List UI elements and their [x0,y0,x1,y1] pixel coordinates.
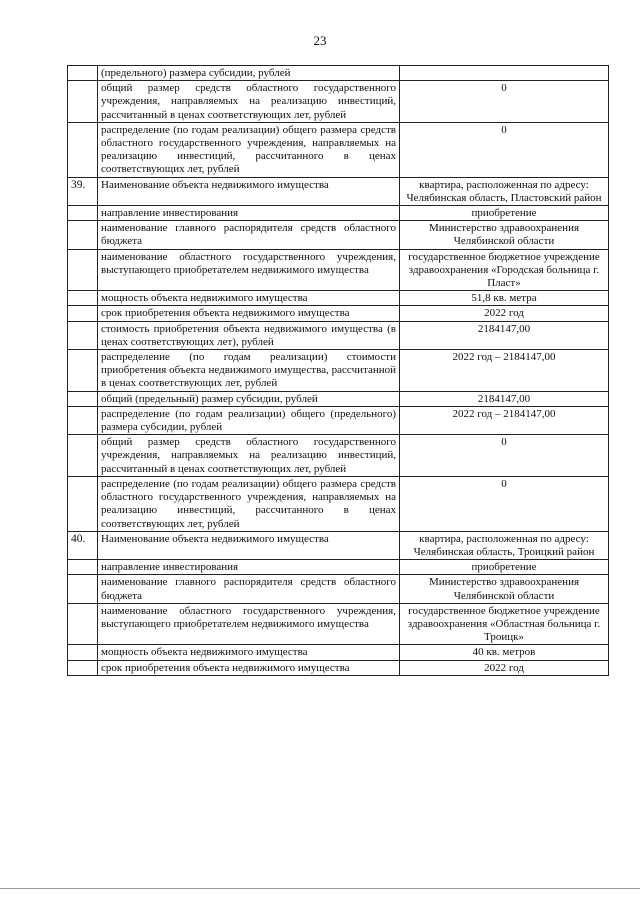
row-number [68,66,98,81]
row-label: общий размер средств областного государственного учреждения, направляемых на реализацию инвестиций, рассчитанный в ценах соответствующих лет, рублей [98,435,400,477]
row-label: распределение (по годам реализации) общего (предельного) размера субсидии, рублей [98,406,400,434]
row-label: наименование главного распорядителя средств областного бюджета [98,575,400,603]
row-value [400,66,609,81]
row-number [68,603,98,645]
row-label: направление инвестирования [98,560,400,575]
row-label: направление инвестирования [98,206,400,221]
row-label: срок приобретения объекта недвижимого имущества [98,306,400,321]
table-row [68,350,609,392]
row-label: Наименование объекта недвижимого имущества [98,531,400,559]
table-row [68,177,609,205]
row-value: 0 [400,81,609,123]
table-row [68,221,609,249]
row-label: распределение (по годам реализации) общего размера средств областного государственного учреждения, направляемых на реализацию инвестиций, рассчитанного в ценах соответствующих лет, рублей [98,122,400,177]
row-number [68,81,98,123]
row-label: распределение (по годам реализации) общего размера средств областного государственного учреждения, направляемых на реализацию инвестиций, рассчитанного в ценах соответствующих лет, рублей [98,476,400,531]
row-value: 40 кв. метров [400,645,609,660]
row-number [68,206,98,221]
row-number: 40. [68,531,98,559]
row-value: Министерство здравоохранения Челябинской области [400,575,609,603]
row-value: государственное бюджетное учреждение здравоохранения «Городская больница г. Пласт» [400,249,609,291]
table-row [68,81,609,123]
row-value: приобретение [400,560,609,575]
row-label: общий размер средств областного государственного учреждения, направляемых на реализацию инвестиций, рассчитанный в ценах соответствующих лет, рублей [98,81,400,123]
row-number [68,575,98,603]
table-row [68,645,609,660]
row-number [68,350,98,392]
investment-objects-table [67,65,609,676]
table-row [68,406,609,434]
row-number: 39. [68,177,98,205]
row-label: общий (предельный) размер субсидии, рублей [98,391,400,406]
table-row [68,575,609,603]
table-row [68,291,609,306]
row-value: 2022 год – 2184147,00 [400,350,609,392]
row-number [68,476,98,531]
row-number [68,391,98,406]
row-number [68,291,98,306]
row-label: Наименование объекта недвижимого имущества [98,177,400,205]
row-label: распределение (по годам реализации) стоимости приобретения объекта недвижимого имущества, рассчитанной в ценах соответствующих лет, рублей [98,350,400,392]
row-value: 0 [400,476,609,531]
table-row [68,531,609,559]
row-number [68,321,98,349]
row-value: 2184147,00 [400,391,609,406]
table-row [68,321,609,349]
row-number [68,645,98,660]
row-number [68,249,98,291]
row-value: 2022 год – 2184147,00 [400,406,609,434]
row-value: квартира, расположенная по адресу: Челябинская область, Троицкий район [400,531,609,559]
row-value: государственное бюджетное учреждение здравоохранения «Областная больница г. Троицк» [400,603,609,645]
table-row [68,206,609,221]
page-number: 23 [313,33,327,48]
table-row [68,306,609,321]
row-label: мощность объекта недвижимого имущества [98,645,400,660]
table-body [68,66,609,676]
table-row [68,660,609,675]
table-row [68,476,609,531]
row-value: квартира, расположенная по адресу: Челябинская область, Пластовский район [400,177,609,205]
row-value: 2184147,00 [400,321,609,349]
table-row [68,603,609,645]
row-number [68,122,98,177]
row-number [68,406,98,434]
row-number [68,660,98,675]
row-value: Министерство здравоохранения Челябинской области [400,221,609,249]
row-label: наименование главного распорядителя средств областного бюджета [98,221,400,249]
table-row [68,391,609,406]
row-label: мощность объекта недвижимого имущества [98,291,400,306]
row-label: наименование областного государственного учреждения, выступающего приобретателем недвижимого имущества [98,603,400,645]
bottom-rule [0,888,640,889]
row-number [68,435,98,477]
table-row [68,122,609,177]
row-value: 2022 год [400,660,609,675]
table-row [68,560,609,575]
row-value: 51,8 кв. метра [400,291,609,306]
row-label: срок приобретения объекта недвижимого имущества [98,660,400,675]
row-value: 0 [400,122,609,177]
row-label: стоимость приобретения объекта недвижимого имущества (в ценах соответствующих лет), рублей [98,321,400,349]
row-value: приобретение [400,206,609,221]
row-value: 0 [400,435,609,477]
row-label: (предельного) размера субсидии, рублей [98,66,400,81]
row-number [68,221,98,249]
row-number [68,306,98,321]
table-row [68,249,609,291]
row-value: 2022 год [400,306,609,321]
row-label: наименование областного государственного учреждения, выступающего приобретателем недвижимого имущества [98,249,400,291]
table-row [68,66,609,81]
row-number [68,560,98,575]
table-row [68,435,609,477]
